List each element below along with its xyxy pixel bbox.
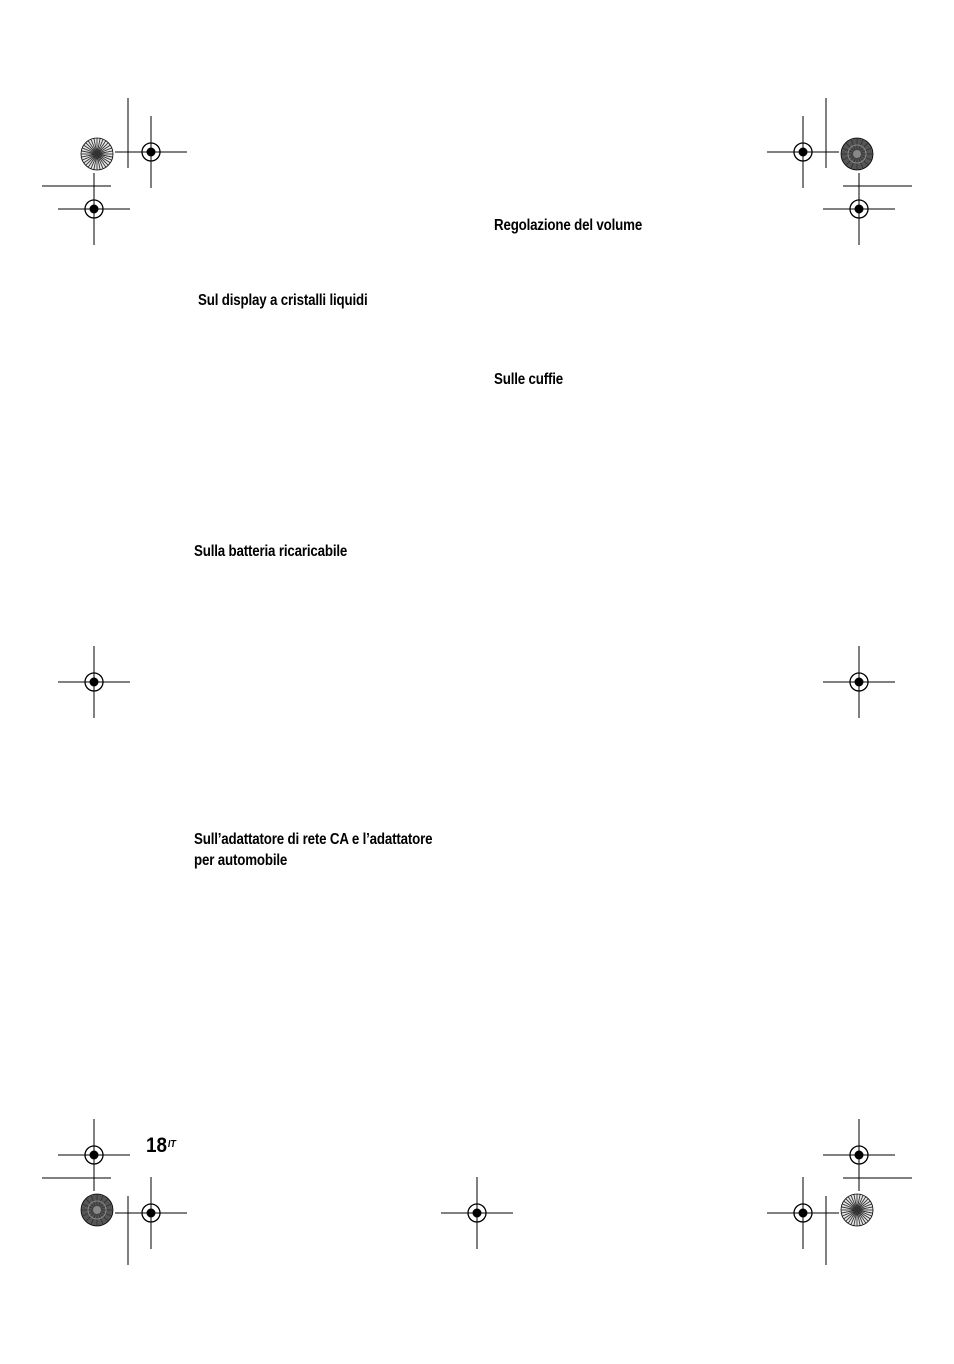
heading-rechargeable-battery-text: Sulla batteria ricaricabile bbox=[194, 543, 348, 560]
heading-lcd-display bbox=[198, 290, 368, 311]
heading-volume-adjustment-text: Regolazione del volume bbox=[494, 217, 643, 234]
language-code: IT bbox=[167, 1139, 176, 1150]
page-number bbox=[146, 1133, 176, 1159]
heading-ac-car-adapter-line-2: per automobile bbox=[194, 852, 288, 869]
heading-volume-adjustment bbox=[494, 215, 642, 236]
heading-rechargeable-battery bbox=[194, 541, 347, 562]
page-number-value: 18 bbox=[146, 1134, 168, 1157]
heading-ac-car-adapter-line-1: Sull’adattatore di rete CA e l’adattatore bbox=[194, 831, 433, 848]
heading-headphones-text: Sulle cuffie bbox=[494, 371, 564, 388]
heading-ac-car-adapter bbox=[194, 829, 432, 871]
registration-crosshair-icon bbox=[58, 116, 895, 1249]
heading-lcd-display-text: Sul display a cristalli liquidi bbox=[198, 292, 368, 309]
heading-headphones bbox=[494, 369, 563, 390]
